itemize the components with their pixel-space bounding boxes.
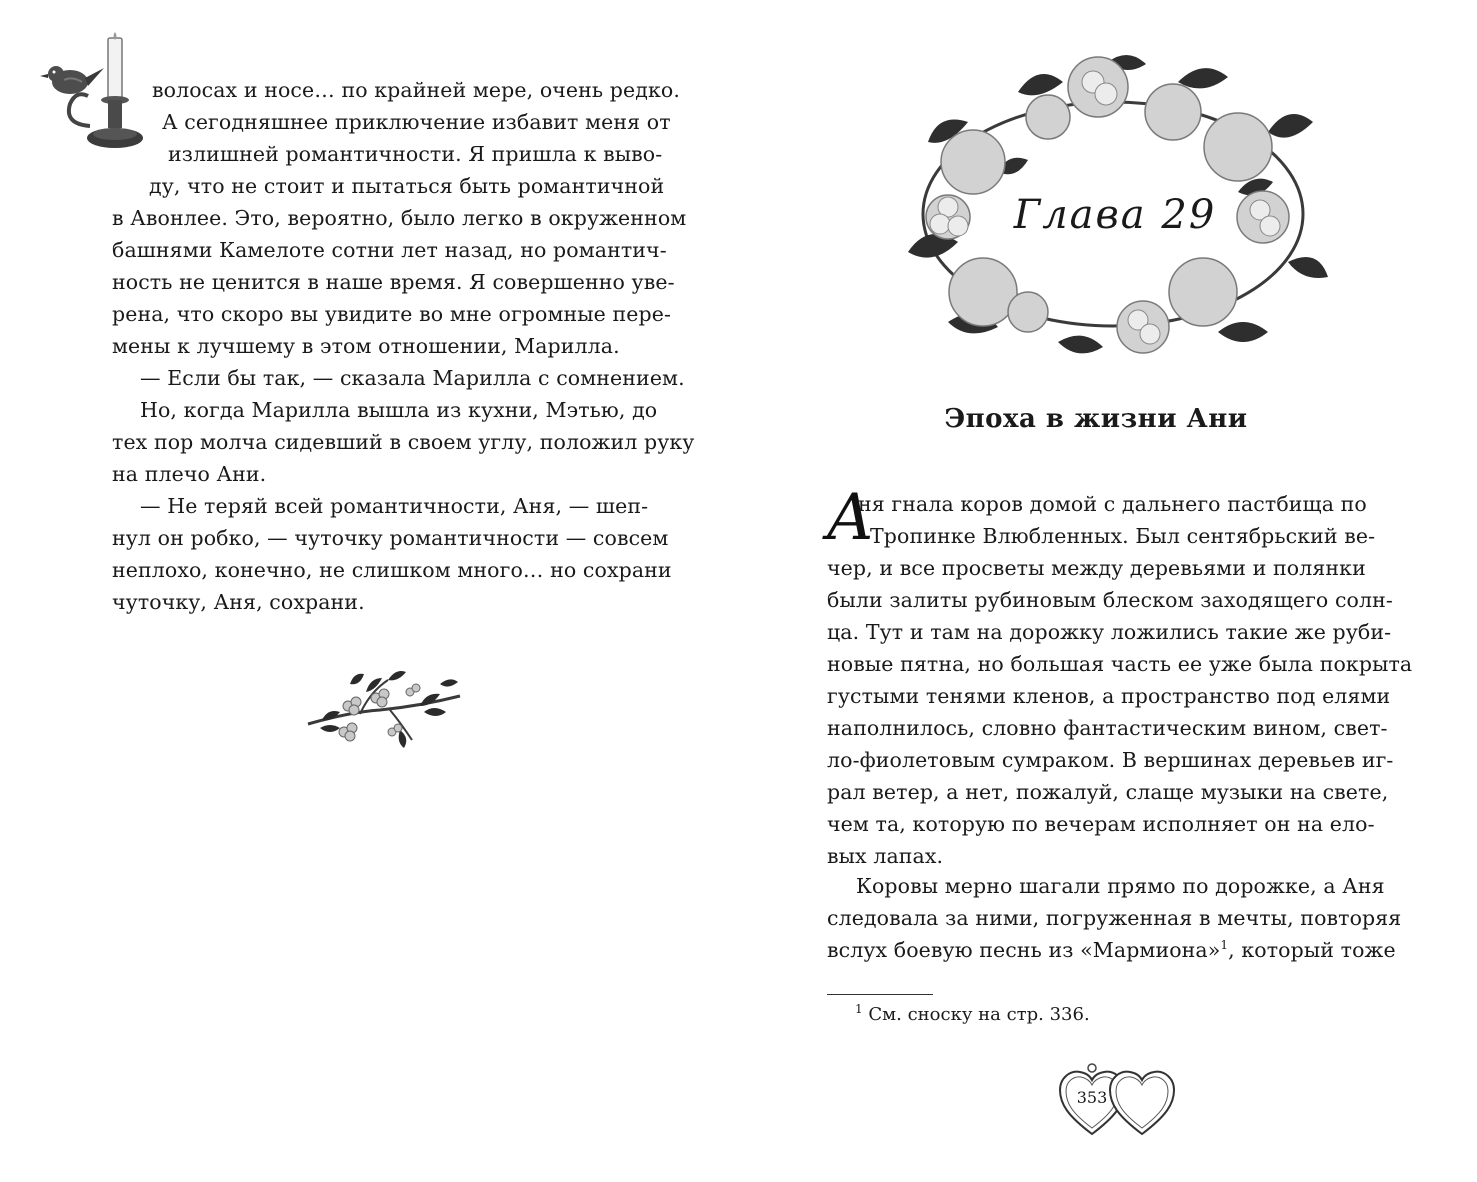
right-line-10: рал ветер, а нет, пожалуй, слаще музыки на свете, bbox=[827, 780, 1389, 804]
footnote-mark: 1 bbox=[855, 1002, 863, 1016]
left-line-12: тех пор молча сидевший в своем углу, положил руку bbox=[112, 430, 695, 454]
left-line-5: в Авонлее. Это, вероятно, было легко в окруженном bbox=[112, 206, 687, 230]
chapter-title: Эпоха в жизни Ани bbox=[944, 404, 1248, 434]
right-line-11: чем та, которую по вечерам исполняет он на ело- bbox=[827, 812, 1375, 836]
footnote bbox=[855, 1004, 1090, 1025]
right-line-2: Тропинке Влюбленных. Был сентябрьский ве- bbox=[870, 524, 1376, 548]
right-line-12: вых лапах. bbox=[827, 844, 944, 868]
drop-cap: А bbox=[826, 481, 875, 555]
left-line-16: неплохо, конечно, не слишком много… но сохрани bbox=[112, 558, 672, 582]
left-line-9: мены к лучшему в этом отношении, Марилла. bbox=[112, 334, 620, 358]
page-number: 353 bbox=[1076, 1088, 1108, 1107]
left-line-2: А сегодняшнее приключение избавит меня от bbox=[162, 110, 671, 134]
right-line-3: чер, и все просветы между деревьями и полянки bbox=[827, 556, 1366, 580]
left-line-8: рена, что скоро вы увидите во мне огромные пере- bbox=[112, 302, 672, 326]
footnote-reference[interactable]: 1 bbox=[1220, 938, 1229, 953]
left-line-15: нул он робко, — чуточку романтичности — совсем bbox=[112, 526, 669, 550]
flowering-branch-icon bbox=[300, 662, 465, 752]
right-line-14: следовала за ними, погруженная в мечты, повторяя bbox=[827, 906, 1402, 930]
left-line-1: волосах и носе… по крайней мере, очень редко. bbox=[152, 78, 680, 102]
right-line-9: ло-фиолетовым сумраком. В вершинах деревьев иг- bbox=[827, 748, 1394, 772]
right-line-15-text: вслух боевую песнь из «Мармиона» bbox=[827, 938, 1221, 962]
right-line-5: ца. Тут и там на дорожку ложились такие же руби- bbox=[827, 620, 1392, 644]
right-line-6: новые пятна, но большая часть ее уже была покрыта bbox=[827, 652, 1413, 676]
left-line-10: — Если бы так, — сказала Марилла с сомнением. bbox=[140, 366, 685, 390]
right-line-1: ня гнала коров домой с дальнего пастбища по bbox=[858, 492, 1367, 516]
left-line-14: — Не теряй всей романтичности, Аня, — шеп- bbox=[140, 494, 649, 518]
bird-candlestick-icon bbox=[30, 30, 150, 155]
right-line-4: были залиты рубиновым блеском заходящего солн- bbox=[827, 588, 1393, 612]
left-line-7: ность не ценится в наше время. Я совершенно уве- bbox=[112, 270, 675, 294]
right-line-7: густыми тенями кленов, а пространство под елями bbox=[827, 684, 1391, 708]
right-line-15 bbox=[827, 934, 1396, 966]
right-line-13: Коровы мерно шагали прямо по дорожке, а Аня bbox=[856, 874, 1385, 898]
right-line-15-tail: , который тоже bbox=[1228, 938, 1396, 962]
footnote-text: См. сноску на стр. 336. bbox=[868, 1004, 1090, 1025]
left-line-4: ду, что не стоит и пытаться быть романтичной bbox=[149, 174, 665, 198]
left-line-17: чуточку, Аня, сохрани. bbox=[112, 590, 365, 614]
left-line-6: башнями Камелоте сотни лет назад, но романтич- bbox=[112, 238, 667, 262]
left-page bbox=[0, 0, 738, 1182]
footnote-rule bbox=[827, 994, 933, 995]
right-line-8: наполнилось, словно фантастическим вином, свет- bbox=[827, 716, 1388, 740]
left-line-11: Но, когда Марилла вышла из кухни, Мэтью, до bbox=[140, 398, 658, 422]
left-line-13: на плечо Ани. bbox=[112, 462, 267, 486]
chapter-label: Глава 29 bbox=[1013, 192, 1217, 238]
left-line-3: излишней романтичности. Я пришла к выво- bbox=[168, 142, 663, 166]
